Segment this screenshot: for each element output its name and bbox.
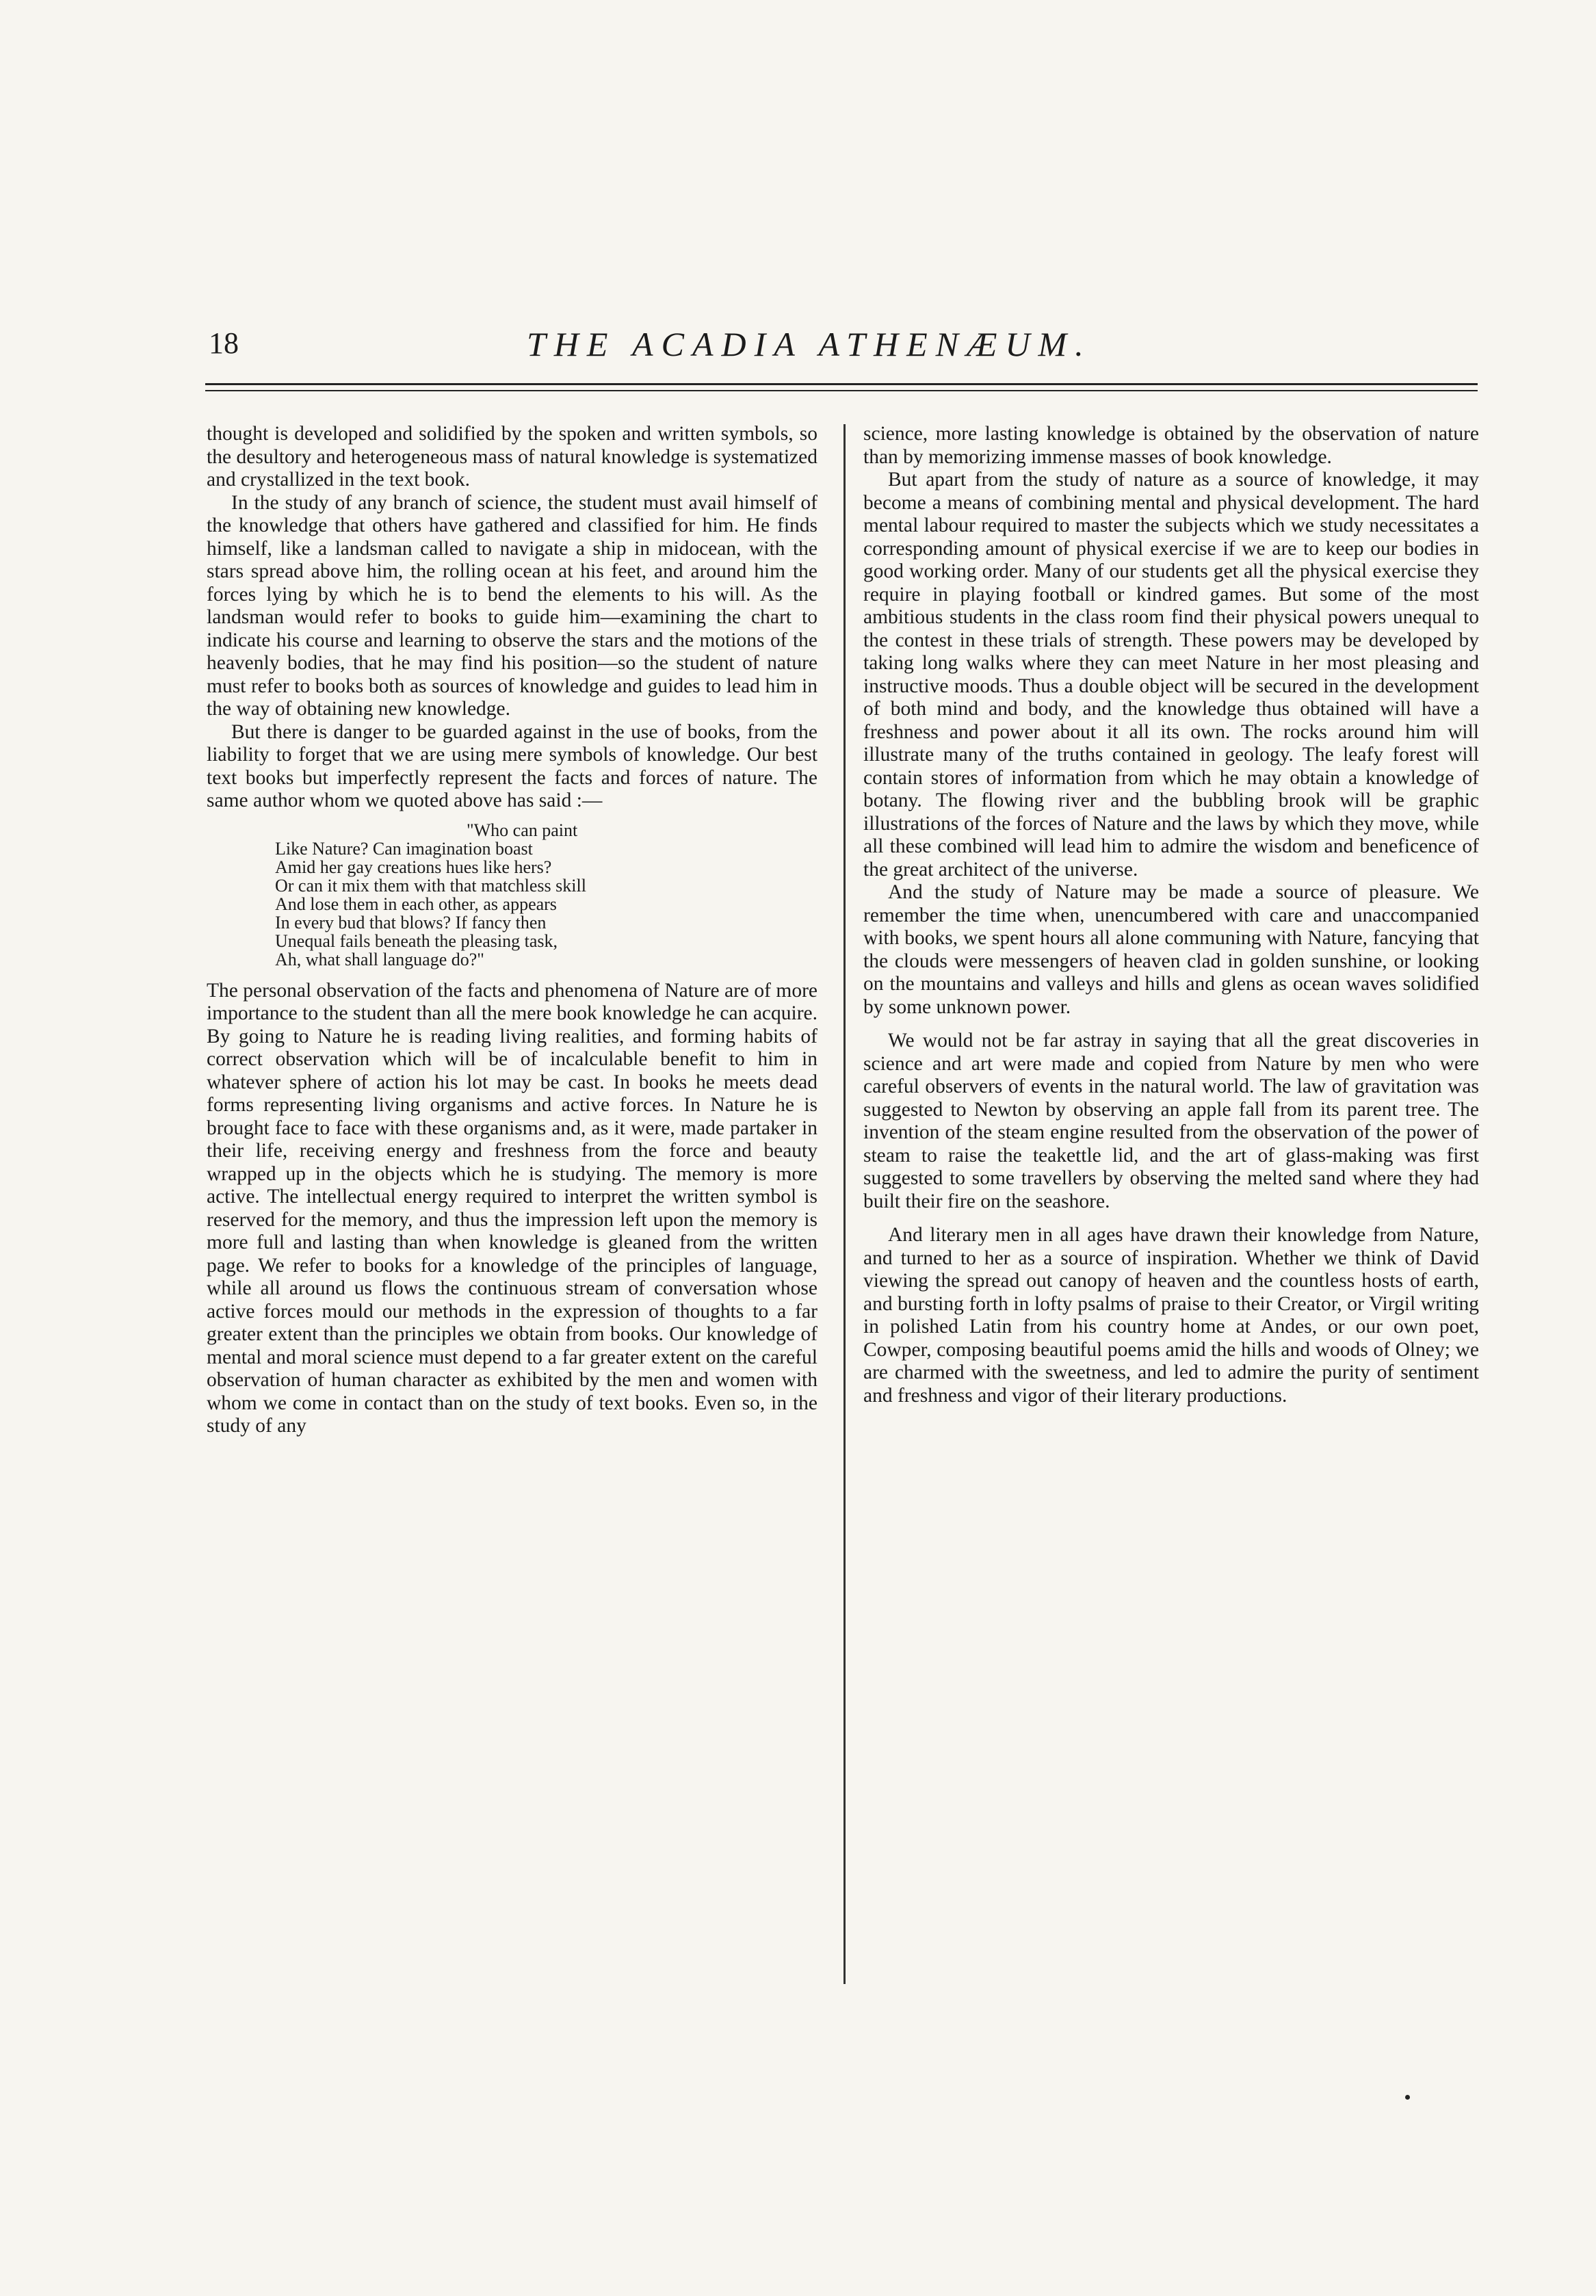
poem-line: Amid her gay creations hues like hers? bbox=[275, 857, 552, 877]
right-paragraph-4: We would not be far astray in saying that all the great discoveries in science and art were made and copied from Nature by men who were careful observers of events in the natural world. The law of gravitation was suggested to Newton by observing an apple fall from its parent tree. The invention of the steam engine resulted from the observation of the power of steam to raise the teakettle lid, and the art of glass-making was first suggested to some travellers by observing the melted sand where they had built their fire on the seashore. bbox=[863, 1030, 1479, 1212]
left-paragraph-2: In the study of any branch of science, the student must avail himself of the knowledge that others have gathered and classified for him. He finds himself, like a landsman called to navigate a ship in midocean, with the stars spread above him, the rolling ocean at his feet, and around him the forces lying by which he is to bend the elements to his will. As the landsman would refer to books to guide him—examining the chart to indicate his course and learning to observe the stars and the motions of the heavenly bodies, that he may find his position—so the student of nature must refer to books both as sources of knowledge and guides to lead him in the way of obtaining new knowledge. bbox=[207, 491, 817, 720]
left-paragraph-3: But there is danger to be guarded against in the use of books, from the liability to forget that we are using mere symbols of knowledge. Our best text books but imperfectly represent the facts and forces of nature. The same author whom we quoted above has said :— bbox=[207, 720, 817, 811]
poem-line: Ah, what shall language do?" bbox=[275, 949, 484, 969]
journal-title: THE ACADIA ATHENÆUM. bbox=[527, 325, 1092, 363]
poem-quotation bbox=[207, 821, 817, 969]
poem-line: And lose them in each other, as appears bbox=[275, 893, 557, 914]
column-divider bbox=[843, 424, 846, 1984]
right-paragraph-3: And the study of Nature may be made a source of pleasure. We remember the time when, unencumbered with care and unaccompanied with books, we spent hours all alone communing with Nature, fancying that the clouds were messengers of heaven clad in golden sunshine, or looking on the mountains and valleys and hills and glens as ocean waves solidified by some unknown power. bbox=[863, 881, 1479, 1018]
poem-line: Unequal fails beneath the pleasing task, bbox=[275, 930, 558, 951]
left-paragraph-4: The personal observation of the facts and phenomena of Nature are of more importance to the student than all the mere book knowledge he can acquire. By going to Nature he is reading living realities, and forming habits of correct observation which will be of incalculable benefit to him in whatever sphere of action his lot may be cast. In books he meets dead forms representing living organisms and active forces. In Nature he is brought face to face with these organisms and, as it were, made partaker in their life, receiving energy and freshness from the force and beauty wrapped up in the objects which he is studying. The memory is more active. The intellectual energy required to interpret the written symbol is reserved for the memory, and thus the impression left upon the memory is more full and lasting than when knowledge is gleaned from the written page. We refer to books for a knowledge of the principles of language, while all around us flows the continuous stream of conversation whose active forces mould our methods in the expression of thoughts to a far greater extent than the principles we obtain from books. Our knowledge of mental and moral science must depend to a far greater extent on the careful observation of human character as exhibited by the men and women with whom we come in contact than on the study of text books. Even so, in the study of any bbox=[207, 979, 817, 1437]
right-paragraph-5: And literary men in all ages have drawn their knowledge from Nature, and turned to her as a source of inspiration. Whether we think of David viewing the spread out canopy of heaven and the countless hosts of earth, and bursting forth in lofty psalms of praise to their Creator, or Virgil writing in polished Latin from his country home at Andes, or our own poet, Cowper, composing beautiful poems amid the hills and woods of Olney; we are charmed with the sweetness, and led to admire the purity of sentiment and freshness and vigor of their literary productions. bbox=[863, 1224, 1479, 1407]
poem-line: In every bud that blows? If fancy then bbox=[275, 912, 547, 932]
right-column bbox=[863, 423, 1479, 1407]
left-paragraph-1: thought is developed and solidified by the spoken and written symbols, so the desultory and heterogeneous mass of natural knowledge is systematized and crystallized in the text book. bbox=[207, 423, 817, 491]
page-number: 18 bbox=[209, 326, 239, 360]
left-column bbox=[207, 423, 817, 1438]
header-rule-thin bbox=[205, 390, 1478, 391]
page-mark-dot bbox=[1405, 2095, 1410, 2100]
right-paragraph-1: science, more lasting knowledge is obtained by the observation of nature than by memorizing immense masses of book knowledge. bbox=[863, 423, 1479, 468]
poem-line: Or can it mix them with that matchless skill bbox=[275, 875, 586, 896]
header-rule-thick bbox=[205, 383, 1478, 385]
poem-line: Like Nature? Can imagination boast bbox=[275, 838, 533, 859]
right-paragraph-2: But apart from the study of nature as a source of knowledge, it may become a means of combining mental and physical development. The hard mental labour required to master the subjects which we study necessitates a corresponding amount of physical exercise if we are to keep our bodies in good working order. Many of our students get all the physical exercise they require in playing football or kindred games. But some of the most ambitious students in the class room find their physical powers unequal to the contest in these trials of strength. These powers may be developed by taking long walks where they can meet Nature in her most pleasing and instructive moods. Thus a double object will be secured in the development of both mind and body, and the knowledge thus obtained will have a freshness and power about it all its own. The rocks around him will illustrate many of the truths contained in geology. The leafy forest will contain stores of information from which he may obtain a knowledge of botany. The flowing river and the bubbling brook will be graphic illustrations of the forces of Nature and the laws by which they move, while all these combined will lead him to admire the wisdom and beneficence of the great architect of the universe. bbox=[863, 469, 1479, 880]
poem-line: "Who can paint bbox=[467, 820, 578, 840]
